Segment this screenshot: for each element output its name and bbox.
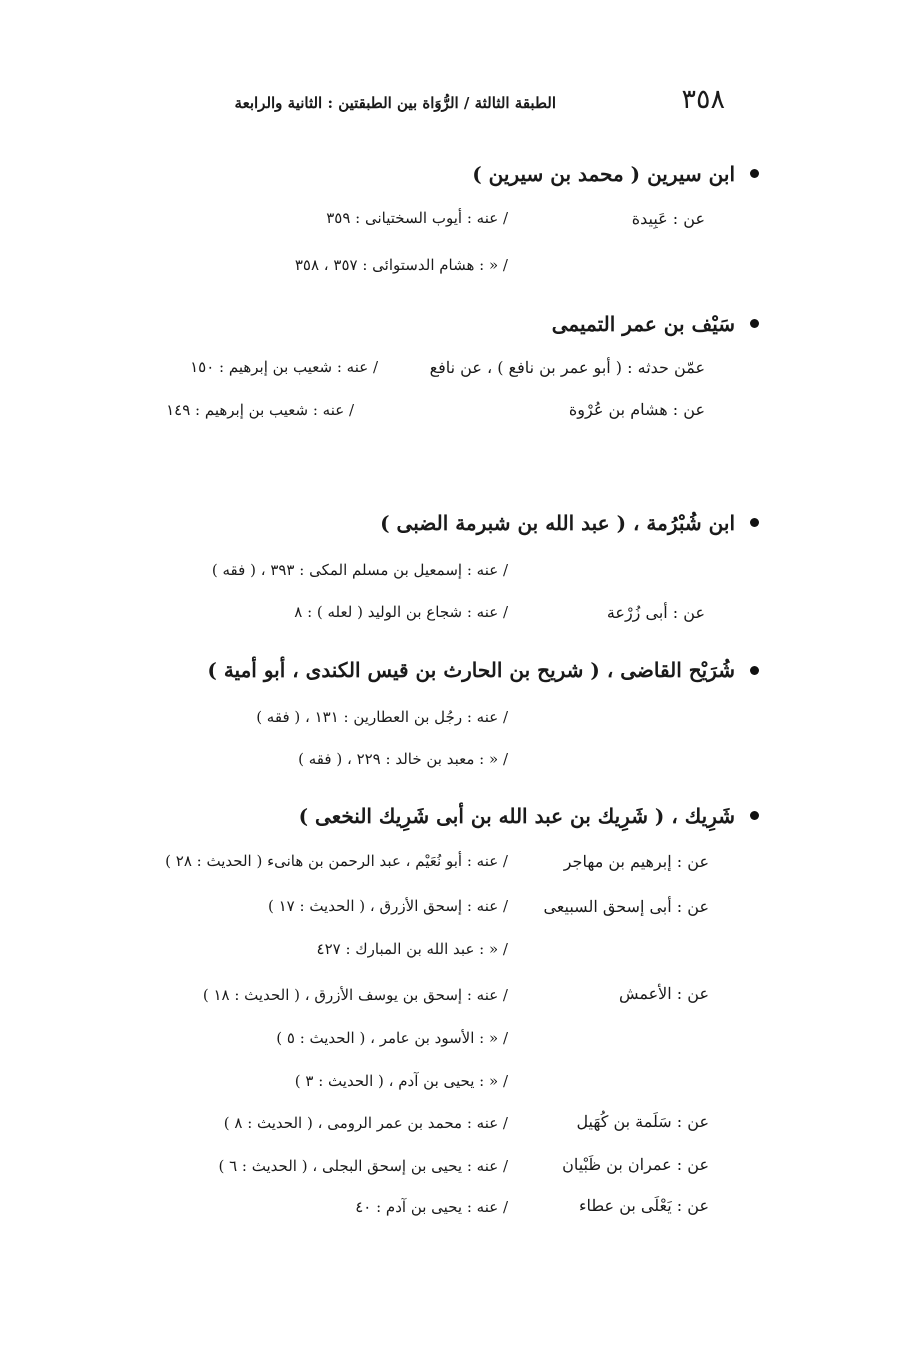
teacher-label: عن : سَلَمة بن كُهَيل xyxy=(576,1112,709,1131)
student-label: / عنه : إسحق الأزرق ، ( الحديث : ١٧ ) xyxy=(267,897,508,915)
student-label: / عنه : رجُل بن العطارين : ١٣١ ، ( فقه ) xyxy=(256,708,508,726)
student-label: / « : يحيى بن آدم ، ( الحديث : ٣ ) xyxy=(294,1072,508,1090)
student-label: / « : عبد الله بن المبارك : ٤٢٧ xyxy=(316,940,508,958)
student-label: / « : الأسود بن عامر ، ( الحديث : ٥ ) xyxy=(276,1029,508,1047)
entry-title: ابن شُبْرُمة ، ( عبد الله بن شبرمة الضبى ) xyxy=(380,511,735,535)
bullet-icon xyxy=(750,666,759,675)
teacher-label: عن : أبى إسحق السبيعى xyxy=(543,897,709,916)
student-label: / « : معبد بن خالد : ٢٢٩ ، ( فقه ) xyxy=(298,750,508,768)
student-label: / عنه : إسحق بن يوسف الأزرق ، ( الحديث : ١٨ ) xyxy=(202,986,508,1004)
student-label: / عنه : شعيب بن إبرهيم : ١٤٩ xyxy=(166,401,354,419)
student-label: / عنه : إسمعيل بن مسلم المكى : ٣٩٣ ، ( فقه ) xyxy=(211,561,508,579)
student-label: / عنه : محمد بن عمر الرومى ، ( الحديث : ٨ ) xyxy=(223,1114,508,1132)
bullet-icon xyxy=(750,319,759,328)
student-label: / عنه : يحيى بن آدم : ٤٠ xyxy=(355,1198,508,1216)
teacher-label: عن : عَبِيدة xyxy=(631,209,705,228)
student-label: / « : هشام الدستوائى : ٣٥٧ ، ٣٥٨ xyxy=(294,256,508,274)
teacher-label: عن : يَعْلَى بن عطاء xyxy=(579,1196,709,1215)
entry-title: شَرِيك ، ( شَرِيك بن عبد الله بن أبى شَرِيك النخعى ) xyxy=(298,804,735,828)
page-number: ٣٥٨ xyxy=(681,84,725,115)
teacher-label: عن : الأعمش xyxy=(618,984,709,1003)
student-label: / عنه : شجاع بن الوليد ( لعله ) : ٨ xyxy=(294,603,508,621)
entry-title: ابن سيرين ( محمد بن سيرين ) xyxy=(472,162,735,186)
teacher-label: عن : إبرهيم بن مهاجر xyxy=(563,852,709,871)
student-label: / عنه : شعيب بن إبرهيم : ١٥٠ xyxy=(190,358,378,376)
bullet-icon xyxy=(750,811,759,820)
entry-title: شُرَيْح القاضى ، ( شريح بن الحارث بن قيس الكندى ، أبو أمية ) xyxy=(207,658,735,682)
entry-title: سَيْف بن عمر التميمى xyxy=(551,312,735,336)
student-label: / عنه : أيوب السختيانى : ٣٥٩ xyxy=(326,209,508,227)
student-label: / عنه : أبو نُعَيْم ، عبد الرحمن بن هانىء ( الحديث : ٢٨ ) xyxy=(165,852,508,870)
teacher-label: عن : عمران بن ظَبْيان xyxy=(562,1155,709,1174)
teacher-label: عن : هشام بن عُرْوة xyxy=(568,400,705,419)
teacher-label: عمّن حدثه : ( أبو عمر بن نافع ) ، عن نافع xyxy=(429,358,705,377)
teacher-label: عن : أبى زُرْعة xyxy=(606,603,705,622)
bullet-icon xyxy=(750,518,759,527)
running-title: الطبقة الثالثة / الرُّوَاة بين الطبقتين : الثانية والرابعة xyxy=(234,94,556,112)
student-label: / عنه : يحيى بن إسحق البجلى ، ( الحديث : ٦ ) xyxy=(218,1157,508,1175)
bullet-icon xyxy=(750,169,759,178)
